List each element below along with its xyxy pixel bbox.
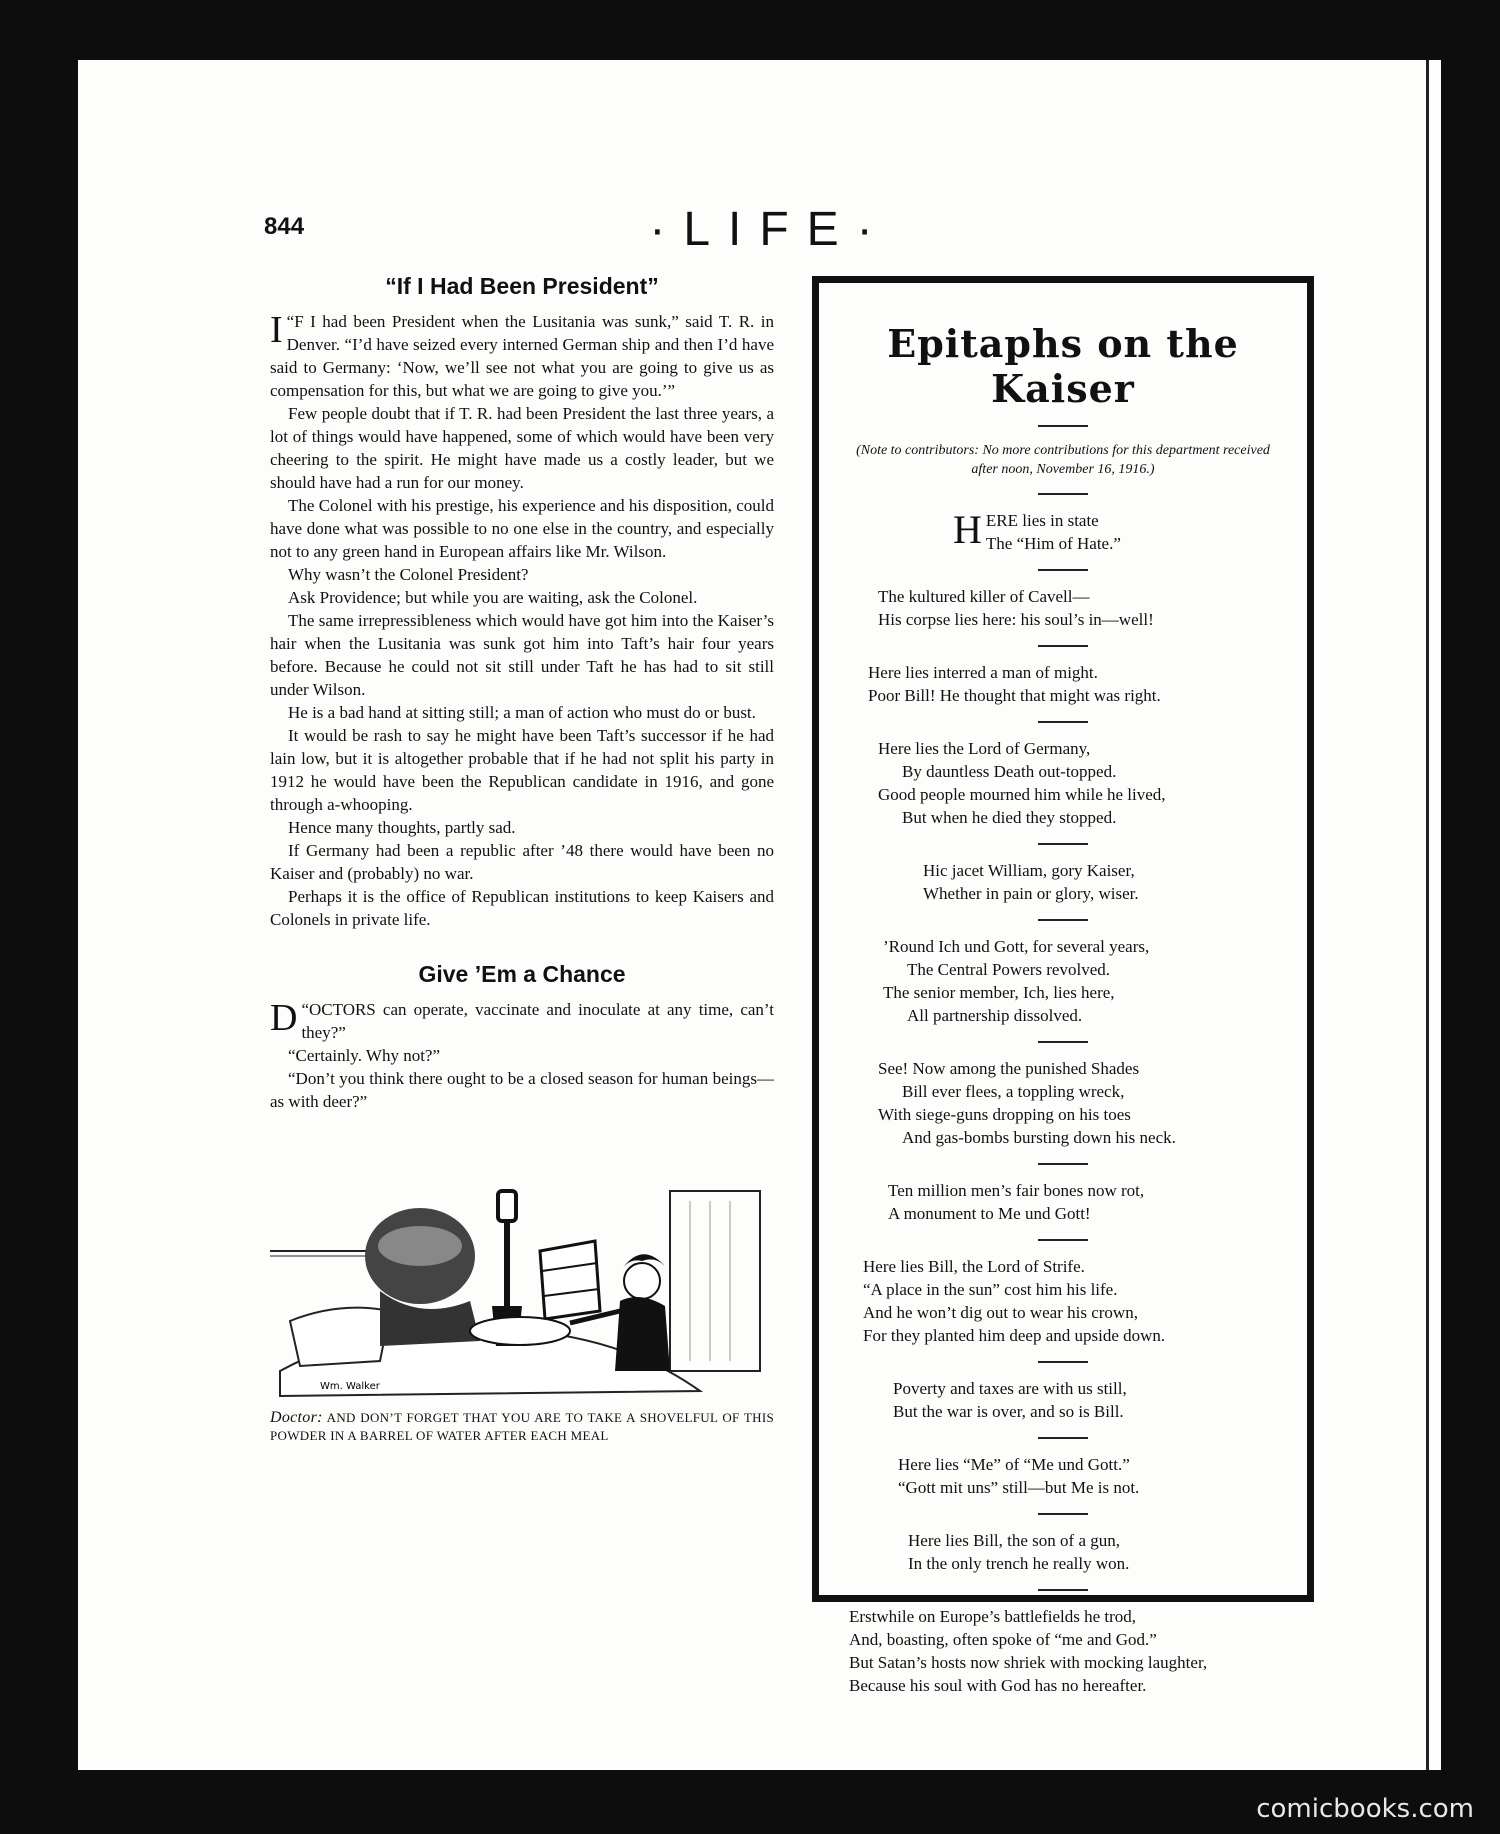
article-paragraph: Perhaps it is the office of Republican institutions to keep Kaisers and Colonels in private life. [270,887,774,929]
divider [1038,1163,1088,1165]
caption-text: AND DON’T FORGET THAT YOU ARE TO TAKE A SHOVELFUL OF THIS POWDER IN A BARREL OF WATER AFTER EACH MEAL [270,1410,774,1443]
divider [1038,645,1088,647]
epitaph-stanza: Here lies the Lord of Germany, By dauntless Death out-topped. Good people mourned him while he lived, But when he died they stopped. [878,739,1166,827]
epitaph-stanza: H ERE lies in state The “Him of Hate.” [953,507,1121,553]
article-paragraph: Why wasn’t the Colonel President? [288,565,529,584]
divider [1038,569,1088,571]
article-paragraph: The Colonel with his prestige, his experience and his disposition, could have done what was possible to no one else in the country, and especially not to any green hand in European affairs like Mr. Wilson. [270,496,774,561]
cartoon-caption [270,1409,774,1445]
divider [1038,493,1088,495]
article-paragraph: Hence many thoughts, partly sad. [288,818,516,837]
divider [1038,1239,1088,1241]
contributors-note: (Note to contributors: No more contributions for this department received after noon, November 16, 1916.) [856,443,1270,477]
epitaph-stanza: See! Now among the punished Shades Bill ever flees, a toppling wreck, With siege-guns dropping on his toes And gas-bombs bursting down his neck. [878,1059,1176,1147]
article-paragraph: “Certainly. Why not?” [288,1046,441,1065]
caption-speaker: Doctor: [270,1409,323,1426]
divider [1038,1361,1088,1363]
epitaphs-title: Epitaphs on the Kaiser [887,321,1239,411]
epitaph-stanza: Here lies Bill, the son of a gun, In the only trench he really won. [908,1531,1130,1573]
epitaph-stanza: Here lies Bill, the Lord of Strife. “A place in the sun” cost him his life. And he won’t dig out to wear his crown, For they planted him deep and upside down. [863,1257,1166,1345]
article-paragraph: If Germany had been a republic after ’48 there would have been no Kaiser and (probably) no war. [270,841,774,883]
cartoon-drawing [270,1161,774,1401]
epitaph-stanza: Poverty and taxes are with us still, But the war is over, and so is Bill. [893,1379,1127,1421]
epitaph-stanza: ’Round Ich und Gott, for several years, The Central Powers revolved. The senior member, Ich, lies here, All partnership dissolved. [883,937,1150,1025]
divider [1038,1437,1088,1439]
divider [1038,1513,1088,1515]
epitaph-stanza: Here lies “Me” of “Me und Gott.” “Gott mit uns” still—but Me is not. [898,1455,1140,1497]
epitaphs-box [812,276,1314,1695]
left-column [270,275,774,1445]
article-paragraph: I “F I had been President when the Lusitania was sunk,” said T. R. in Denver. “I’d have seized every interned German ship and then I’d have said to Germany: ‘Now, we’ll see not what you are going to give us as compensation for this, but what we are going to give you.’” [270,309,774,400]
epitaph-stanza: The kultured killer of Cavell— His corpse lies here: his soul’s in—well! [878,587,1154,629]
divider [1038,1589,1088,1591]
article-paragraph: “Don’t you think there ought to be a closed season for human beings—as with deer?” [270,1069,774,1111]
epitaph-stanza: Ten million men’s fair bones now rot, A monument to Me und Gott! [888,1181,1145,1223]
watermark: comicbooks.com [1256,1794,1474,1824]
artist-signature: Wm. Walker [320,1381,380,1392]
epitaph-stanza: Erstwhile on Europe’s battlefields he trod, And, boasting, often spoke of “me and God.” But Satan’s hosts now shriek with mocking laughter, Because his soul with God has no hereafter. [849,1607,1208,1695]
article-title-president: “If I Had Been President” [385,273,659,299]
article-paragraph: The same irrepressibleness which would have got him into the Kaiser’s hair when the Lusitania was sunk got him into Taft’s hair four years before. Because he could not sit still under Taft he has had to sit still under Wilson. [270,611,774,699]
divider [1038,843,1088,845]
article-paragraph: Ask Providence; but while you are waiting, ask the Colonel. [288,588,698,607]
article-paragraph: D “OCTORS can operate, vaccinate and inoculate at any time, can’t they?” [270,997,774,1042]
facing-page-edge [1426,60,1441,1770]
drop-cap: D [270,997,298,1039]
article-paragraph: It would be rash to say he might have been Taft’s successor if he had lain low, but it is altogether probable that if he had not split his party in 1912 he would have been the Republican candidate in 1916, and gone through a-whooping. [270,726,774,814]
article-paragraph: He is a bad hand at sitting still; a man of action who must do or bust. [288,703,756,722]
divider [1038,919,1088,921]
article-title-chance: Give ’Em a Chance [418,961,626,987]
drop-cap: I [270,309,283,351]
article-paragraph: Few people doubt that if T. R. had been President the last three years, a lot of things would have happened, some of which would have been very cheering to the spirit. He might have made us a costly leader, but we should have had a run for our money. [270,404,774,492]
page-number: 844 [264,213,305,240]
drop-cap: H [953,507,982,552]
divider [1038,425,1088,427]
masthead: ·LIFE· [649,203,891,256]
cartoon-illustration [270,1161,774,1401]
epitaph-stanza: Hic jacet William, gory Kaiser, Whether in pain or glory, wiser. [923,861,1139,903]
divider [1038,1041,1088,1043]
divider [1038,721,1088,723]
epitaph-stanza: Here lies interred a man of might. Poor Bill! He thought that might was right. [868,663,1161,705]
